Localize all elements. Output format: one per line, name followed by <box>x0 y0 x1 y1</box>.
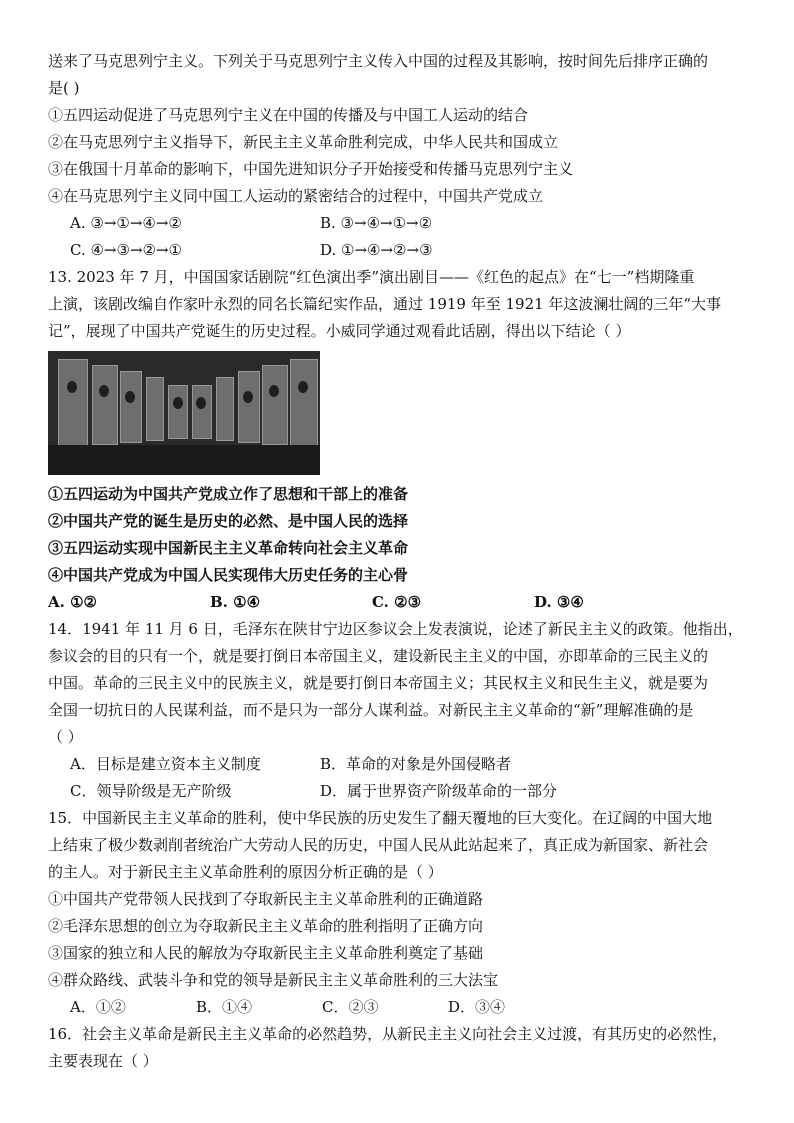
option-row <box>48 778 768 805</box>
statement-item: ②中国共产党的诞生是历史的必然、是中国人民的选择 <box>48 512 409 530</box>
statement-item: ④中国共产党成为中国人民实现伟大历史任务的主心骨 <box>48 566 409 584</box>
option-d[interactable]: D. ③④ <box>534 593 584 611</box>
question-stem-line: 15．中国新民主主义革命的胜利，使中华民族的历史发生了翻天覆地的巨大变化。在辽阔的中国大地 <box>48 809 713 827</box>
option-row <box>48 237 768 264</box>
option-d[interactable]: D．属于世界资产阶级革命的一部分 <box>320 782 558 800</box>
option-c[interactable]: C．②③ <box>322 998 379 1016</box>
statement-item: ②在马克思列宁主义指导下，新民主主义革命胜利完成，中华人民共和国成立 <box>48 133 559 151</box>
option-b[interactable]: B. ③→④→①→② <box>320 214 433 232</box>
question-stem-line: 是( ) <box>48 79 80 97</box>
option-c[interactable]: C．领导阶级是无产阶级 <box>70 782 232 800</box>
option-a[interactable]: A．目标是建立资本主义制度 <box>70 755 261 773</box>
question-16 <box>48 1021 768 1075</box>
option-row <box>48 994 768 1021</box>
question-stem-line: 记”，展现了中国共产党诞生的历史过程。小威同学通过观看此话剧，得出以下结论（ ） <box>48 322 631 340</box>
question-stem-line: 参议会的目的只有一个，就是要打倒日本帝国主义，建设新民主主义的中国，亦即革命的三民主义的 <box>48 647 709 665</box>
question-15 <box>48 805 768 1021</box>
option-a[interactable]: A. ③→①→④→② <box>70 214 182 232</box>
exam-page <box>48 48 768 1075</box>
statement-item: ④群众路线、武装斗争和党的领导是新民主主义革命胜利的三大法宝 <box>48 971 499 989</box>
question-stem-line: 主要表现在（ ） <box>48 1052 158 1070</box>
stage-photo <box>48 351 320 475</box>
option-row <box>48 751 768 778</box>
option-c[interactable]: C. ④→③→②→① <box>70 241 182 259</box>
question-stem-line: 上演，该剧改编自作家叶永烈的同名长篇纪实作品，通过 1919 年至 1921 年这波澜壮阔的三年“大事 <box>48 295 722 313</box>
question-stem-line: 送来了马克思列宁主义。下列关于马克思列宁主义传入中国的过程及其影响，按时间先后排序正确的 <box>48 52 709 70</box>
question-12 <box>48 48 768 264</box>
statement-item: ①五四运动为中国共产党成立作了思想和干部上的准备 <box>48 485 409 503</box>
question-stem-line: 的主人。对于新民主主义革命胜利的原因分析正确的是（ ） <box>48 863 443 881</box>
question-stem-line: 16．社会主义革命是新民主主义革命的必然趋势，从新民主主义向社会主义过渡，有其历史的必然性， <box>48 1025 728 1043</box>
statement-item: ④在马克思列宁主义同中国工人运动的紧密结合的过程中，中国共产党成立 <box>48 187 544 205</box>
question-stem-line: 14．1941 年 11 月 6 日，毛泽东在陕甘宁边区参议会上发表演说，论述了新民主主义的政策。他指出， <box>48 620 743 638</box>
question-stem-line: 13. 2023 年 7 月，中国国家话剧院“红色演出季”演出剧目——《红色的起点》在“七一”档期隆重 <box>48 268 695 286</box>
option-a[interactable]: A．①② <box>70 998 126 1016</box>
option-row <box>48 210 768 237</box>
option-a[interactable]: A. ①② <box>48 593 97 611</box>
option-b[interactable]: B. ①④ <box>210 593 261 611</box>
statement-item: ②毛泽东思想的创立为夺取新民主主义革命的胜利指明了正确方向 <box>48 917 484 935</box>
question-13 <box>48 264 768 616</box>
question-stem-line: 上结束了极少数剥削者统治广大劳动人民的历史，中国人民从此站起来了，真正成为新国家、新社会 <box>48 836 709 854</box>
statement-item: ③国家的独立和人民的解放为夺取新民主主义革命胜利奠定了基础 <box>48 944 484 962</box>
option-c[interactable]: C. ②③ <box>372 593 422 611</box>
option-d[interactable]: D．③④ <box>448 998 506 1016</box>
statement-item: ③在俄国十月革命的影响下，中国先进知识分子开始接受和传播马克思列宁主义 <box>48 160 574 178</box>
option-b[interactable]: B．革命的对象是外国侵略者 <box>320 755 512 773</box>
statement-item: ①中国共产党带领人民找到了夺取新民主主义革命胜利的正确道路 <box>48 890 484 908</box>
question-stem-line: （ ） <box>48 728 83 746</box>
question-stem-line: 全国一切抗日的人民谋利益，而不是只为一部分人谋利益。对新民主主义革命的“新”理解准确的是 <box>48 701 694 719</box>
option-row <box>48 589 768 616</box>
question-stem-line: 中国。革命的三民主义中的民族主义，就是要打倒日本帝国主义；其民权主义和民生主义，就是要为 <box>48 674 709 692</box>
option-b[interactable]: B．①④ <box>196 998 253 1016</box>
statement-item: ③五四运动实现中国新民主主义革命转向社会主义革命 <box>48 539 409 557</box>
option-d[interactable]: D. ①→④→②→③ <box>320 241 433 259</box>
statement-item: ①五四运动促进了马克思列宁主义在中国的传播及与中国工人运动的结合 <box>48 106 529 124</box>
question-14 <box>48 616 768 805</box>
